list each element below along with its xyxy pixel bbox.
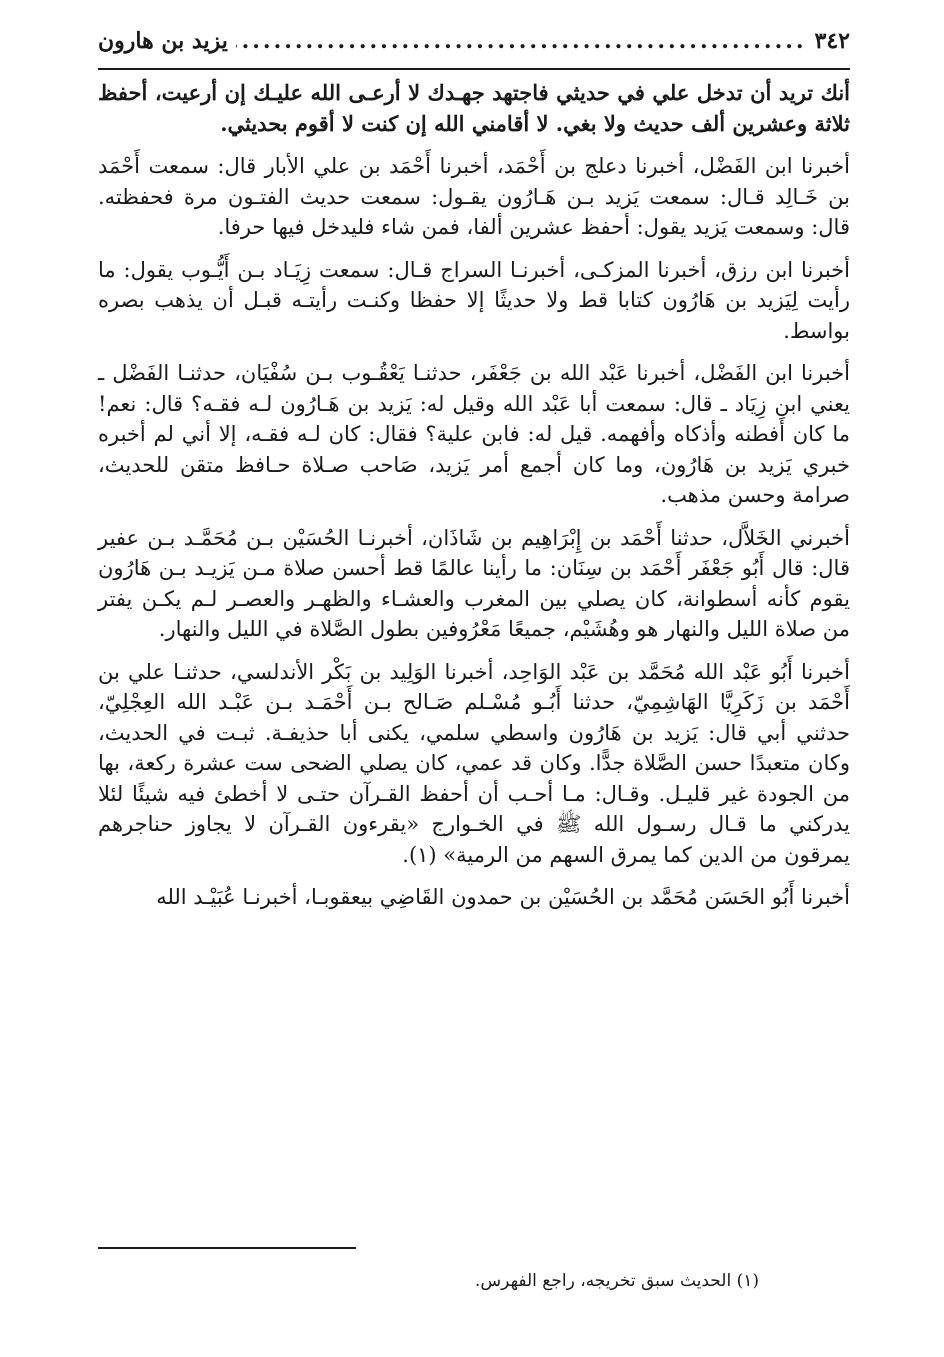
paragraph-6: أخبرنا أَبُو عَبْد الله مُحَمَّد بن عَبْد الوَاحِد، أخبرنا الوَلِيد بن بَكْر الأندلسي، حدثنـا علي بن أَحْمَد بن زَكَرِيَّا الهَاشِمِيّ، حدثنا أَبُـو مُسْـلم صَـالح بـن أَحْمَـد بـن عَبْـد الله العِجْلِيّ، حدثني أبي قال: يَزيد بن هَارُون واسطي سلمي، يكنى أبا حذيفـة. ثبـت في الحديث، وكان متعبدًا حسن الصَّلاة جدًّا. وكان قد عمي، كان يصلي الضحى ست عشرة ركعة، بها من الجودة غير قليـل. وقـال: مـا أحـب أن أحفظ القـرآن حتـى لا أخطئ فيه شيئًا لئلا يدركني ما قـال رسـول الله ﷺ في الخـوارج «يقرءون القـرآن لا يجاوز حناجرهم يمرقون من الدين كما يمرق السهم من الرمية» (١). [98,659,850,867]
paragraph-2: أخبرنا ابن الفَضْل، أخبرنا دعلج بن أَحْمَد، أخبرنا أَحْمَد بن علي الأبار قال: سمعت أَحْمَد بن خَـالِد قـال: سمعت يَزيد بـن هَـارُون يقـول: سمعت حديث الفتـون مرة فحفظته. قال: وسمعت يَزيد يقول: أحفظ عشرين ألفا، فمن شاء فليدخل فيها حرفا. [98,154,850,239]
paragraph-3: أخبرنا ابن رزق، أخبرنا المزكـى، أخبرنـا السراج قـال: سمعت زِيَـاد بـن أَيُّـوب يقول: ما رأيت لِيَزيد بن هَارُون كتابا قط ولا حديثًا إلا حفظا وكنـت رأيتـه قبـل أن يذهب بصره بواسط. [98,257,850,343]
dotted-leader [236,28,807,54]
running-title: يزيد بن هارون [98,28,228,54]
paragraph-7: أخبرنا أَبُو الحَسَن مُحَمَّد بن الحُسَيْن بن حمدون القَاضِي بيعقوبـا، أخبرنـا عُبَيْـد الله [156,885,850,909]
paragraph-5: أخبرني الخَلاَّل، حدثنا أَحْمَد بن إِبْرَاهِيم بن شَاذَان، أخبرنـا الحُسَيْن بـن مُحَمَّـد بـن عفير قال: قال أَبُو جَعْفَر أَحْمَد بن سِنَان: ما رأينا عالمًا قط أحسن صلاة مـن يَزيـد بـن هَارُون يقوم كأنه أسطوانة، كان يصلي بين المغرب والعشـاء والظهـر والعصـر لـم يكـن يفتر من صلاة الليل والنهار هو وهُشَيْم، جميعًا مَعْرُوفين بطول الصَّلاة في الليل والنهار. [98,525,850,641]
paragraph-1: أنك تريد أن تدخل علي في حديثي فاجتهد جهـدك لا أرعـى الله عليـك إن أرعيت، أحفظ ثلاثة وعشرين ألف حديث ولا بغي. لا أقامني الله إن كنت لا أقوم بحديثي. [98,80,850,136]
page-header [98,28,850,70]
page-number: ٣٤٢ [814,28,850,54]
paragraph-4: أخبرنا ابن الفَضْل، أخبرنا عَبْد الله بن جَعْفَر، حدثنـا يَعْقُـوب بـن سُفْيَان، حدثنـا الفَضْل ـ يعني ابن زِيَاد ـ قال: سمعت أبا عَبْد الله وقيل له: يَزيد بن هَـارُون لـه فقـه؟ قال: نعم! ما كان أَفطنه وأذكاه وأفهمه. قيل له: فابن علية؟ فقال: كان لـه فقـه، إلا أني لم أخبره خبري يَزيد بن هَارُون، وما كان أجمع أمر يَزيد، صَاحب صـلاة حـافظ متقن للحديث، صرامة وحسن مذهب. [98,361,850,507]
footnote: (١) الحديث سبق تخريجه، راجع الفهرس. [475,1271,759,1291]
footnote-separator [98,1247,356,1249]
book-page [98,28,850,925]
